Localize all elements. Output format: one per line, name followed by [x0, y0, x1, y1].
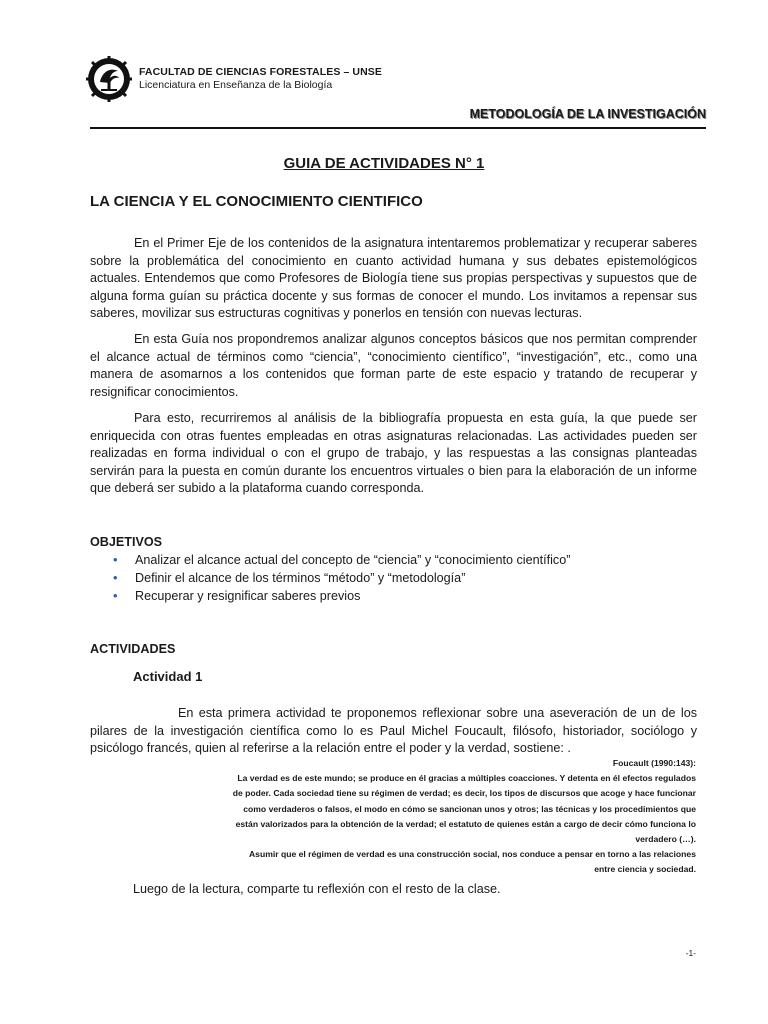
objectives-list — [110, 551, 570, 605]
header-divider — [90, 127, 706, 129]
intro-paragraph-1: En el Primer Eje de los contenidos de la asignatura intentaremos problematizar y recuperar saberes sobre la problemática del conocimiento en cuanto actividad humana y sus debates epistemológicos actuales. Entendemos que como Profesores de Biología tiene sus propias perspectivas y supuestos que de alguna forma guían su práctica docente y sus formas de conocer el mundo. Los invitamos a repensar sus saberes, movilizar sus estructuras cognitivas y ponerlos en tensión con nuevas lecturas. — [90, 236, 697, 321]
bullet-icon: • — [113, 570, 118, 585]
faculty-seal-icon — [86, 56, 132, 102]
subject-title: METODOLOGÍA DE LA INVESTIGACIÓN — [469, 107, 706, 121]
activity-1-heading: Actividad 1 — [133, 669, 203, 684]
bullet-icon: • — [113, 552, 118, 567]
intro-paragraph-2: En esta Guía nos propondremos analizar algunos conceptos básicos que nos permitan comprender el alcance actual de términos como “ciencia”, “conocimiento científico”, “investigación”, etc., como una manera de asomarnos a los contenidos que forman parte de este espacio y tratando de recuperar y resignificar conocimientos. — [90, 332, 697, 399]
foucault-quote — [226, 756, 696, 878]
institution-block — [139, 66, 382, 92]
quote-summary: Asumir que el régimen de verdad es una construcción social, nos conduce a pensar en torno a las relaciones entre ciencia y sociedad. — [248, 849, 696, 875]
list-item — [110, 569, 570, 587]
bullet-icon: • — [113, 588, 118, 603]
list-item — [110, 587, 570, 605]
program-name: Licenciatura en Enseñanza de la Biología — [139, 79, 333, 91]
intro-paragraph-3: Para esto, recurriremos al análisis de la bibliografía propuesta en esta guía, la que puede ser enriquecida con otras fuentes empleadas en otras asignaturas relacionadas. Las actividades pueden ser realizadas en forma individual o con el grupo de trabajo, y las respuestas a las consignas planteadas servirán para la puesta en común durante los encuentros virtuales o bien para la elaboración de un informe que deberá ser subido a la plataforma cuando corresponda. — [90, 411, 697, 496]
activity-1-intro: En esta primera actividad te proponemos reflexionar sobre una aseveración de un de los pilares de la investigación científica como lo es Paul Michel Foucault, filósofo, historiador, sociólogo y psicólogo francés, quien al referirse a la relación entre el poder y la verdad, sostiene: . — [90, 706, 697, 756]
quote-source: Foucault (1990:143): — [612, 758, 696, 768]
institution-name: FACULTAD DE CIENCIAS FORESTALES – UNSE — [139, 66, 382, 78]
objectives-heading: OBJETIVOS — [90, 535, 163, 549]
document-title: GUIA DE ACTIVIDADES N° 1 — [283, 155, 485, 172]
quote-body: La verdad es de este mundo; se produce en él gracias a múltiples coacciones. Y detenta en él efectos regulados de poder. Cada sociedad tiene su régimen de verdad; es decir, los tipos de discursos que acoge y hace funcionar como verdaderos o falsos, el modo en cómo se sancionan unos y otros; las técnicas y los procedimientos que están valorizados para la obtención de la verdad; el estatuto de quienes están a cargo de decir cómo funciona lo verdadero (…). — [232, 773, 696, 845]
closing-instruction: Luego de la lectura, comparte tu reflexión con el resto de la clase. — [133, 882, 501, 896]
page-number: -1- — [685, 948, 696, 958]
objective-text: Recuperar y resignificar saberes previos — [135, 589, 361, 603]
objective-text: Analizar el alcance actual del concepto de “ciencia” y “conocimiento científico” — [135, 553, 571, 567]
section-title: LA CIENCIA Y EL CONOCIMIENTO CIENTIFICO — [90, 193, 423, 210]
activities-heading: ACTIVIDADES — [90, 642, 176, 656]
objective-text: Definir el alcance de los términos “método” y “metodología” — [135, 571, 466, 585]
list-item — [110, 551, 570, 569]
